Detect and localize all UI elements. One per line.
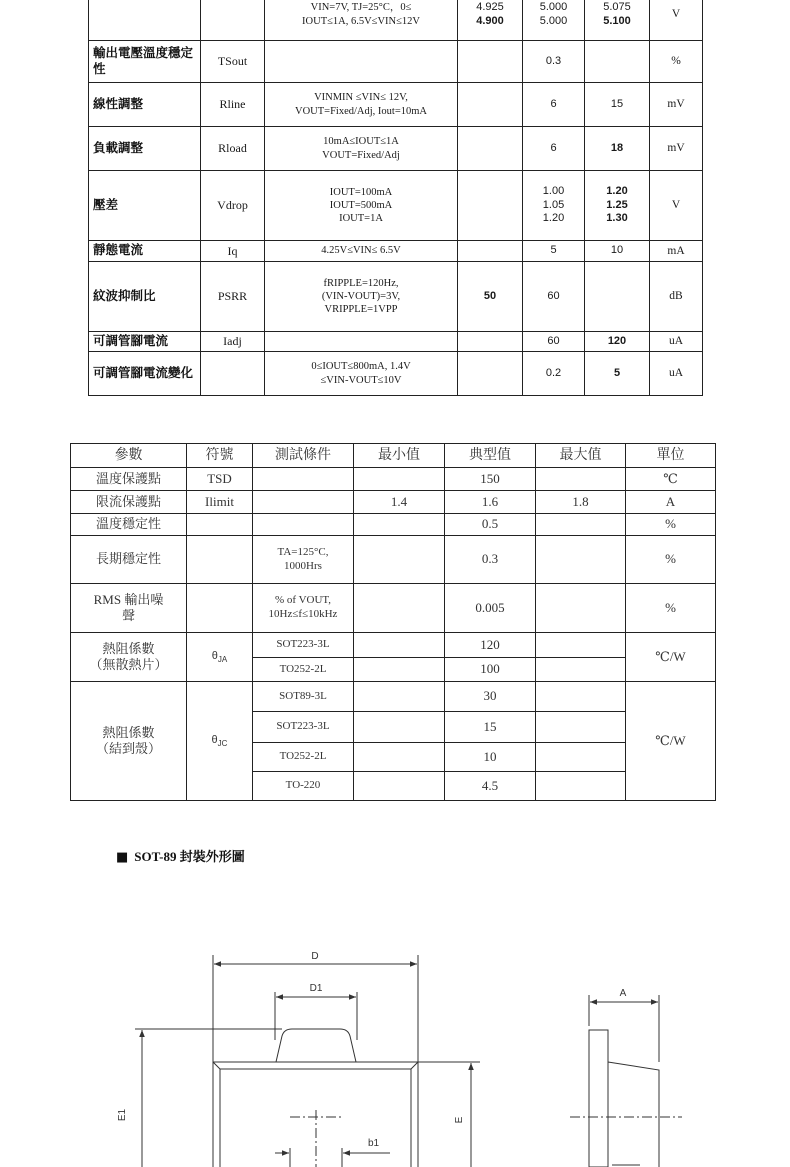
param-cell: 靜態電流 (89, 241, 201, 262)
label-a: A (619, 988, 627, 999)
symbol-cell: Iadj (201, 332, 265, 352)
header-condition: 測試條件 (253, 444, 354, 468)
header-max: 最大值 (536, 444, 626, 468)
table-row (89, 0, 703, 41)
max-cell: 15 (585, 83, 650, 127)
min-cell (458, 332, 523, 352)
param-cell: 輸出電壓溫度穩定性 (89, 41, 201, 83)
symbol-cell (201, 352, 265, 396)
param-cell: 溫度穩定性 (71, 514, 187, 536)
typ-cell: 60 (523, 332, 585, 352)
symbol-cell: $\theta_{JA}$ (187, 633, 253, 682)
label-d: D (311, 951, 319, 962)
package-title-text: SOT-89 封裝外形圖 (134, 849, 245, 864)
typ-cell: 0.3 (523, 41, 585, 83)
body-bevel-left (213, 1062, 220, 1069)
condition-cell: VINMIN ≤VIN≤ 12V, VOUT=Fixed/Adj, Iout=10mA (265, 83, 458, 127)
table-row (89, 83, 703, 127)
table-row (89, 241, 703, 262)
min-cell (458, 352, 523, 396)
condition-cell (265, 41, 458, 83)
min-cell: 50 (458, 262, 523, 332)
typ-cell: 1.6 (445, 491, 536, 514)
symbol-cell: TSD (187, 468, 253, 491)
header-param: 參數 (71, 444, 187, 468)
condition-cell: SOT223-3L (253, 633, 354, 658)
param-cell: 負載調整 (89, 127, 201, 171)
condition-cell: SOT223-3L (253, 712, 354, 743)
header-min: 最小值 (354, 444, 445, 468)
symbol-cell: Rload (201, 127, 265, 171)
side-view (570, 995, 682, 1167)
condition-cell: fRIPPLE=120Hz, (VIN-VOUT)=3V, VRIPPLE=1VPP (265, 262, 458, 332)
typ-cell: 6 (523, 83, 585, 127)
param-cell: 可調管腳電流變化 (89, 352, 201, 396)
table-row (71, 491, 716, 514)
table-row (89, 41, 703, 83)
typ-cell: 120 (445, 633, 536, 658)
label-b1: b1 (368, 1138, 380, 1149)
unit-cell: % (626, 584, 716, 633)
param-cell: 線性調整 (89, 83, 201, 127)
typ-cell: 0.3 (445, 536, 536, 584)
symbol-cell: TSout (201, 41, 265, 83)
unit-cell: ℃/W (626, 633, 716, 682)
condition-cell: TO-220 (253, 772, 354, 801)
table-row (71, 514, 716, 536)
header-typ: 典型值 (445, 444, 536, 468)
max-cell: 10 (585, 241, 650, 262)
side-body-outline (608, 1062, 659, 1167)
typ-cell: 60 (523, 262, 585, 332)
table-row (89, 262, 703, 332)
header-symbol: 符號 (187, 444, 253, 468)
max-cell: 18 (585, 127, 650, 171)
condition-cell: VIN=7V, TJ=25°C，0≤ IOUT≤1A, 6.5V≤VIN≤12V (265, 0, 458, 41)
thermal-spec-table (70, 443, 716, 801)
symbol-cell (201, 0, 265, 41)
typ-cell: 0.2 (523, 352, 585, 396)
unit-cell: % (626, 514, 716, 536)
symbol-cell: Ilimit (187, 491, 253, 514)
max-cell: 1.8 (536, 491, 626, 514)
unit-cell: mV (650, 83, 703, 127)
typ-cell: 30 (445, 682, 536, 712)
unit-cell: A (626, 491, 716, 514)
max-cell: 5.075 5.100 (585, 0, 650, 41)
typ-cell: 1.00 1.05 1.20 (523, 171, 585, 241)
param-cell: 熱阻係數 （結到殼） (71, 682, 187, 801)
max-cell: 5 (585, 352, 650, 396)
typ-cell: 5.000 5.000 (523, 0, 585, 41)
unit-cell: uA (650, 332, 703, 352)
min-cell: 4.925 4.900 (458, 0, 523, 41)
param-cell: 紋波抑制比 (89, 262, 201, 332)
max-cell (585, 262, 650, 332)
unit-cell: ℃ (626, 468, 716, 491)
max-cell: 120 (585, 332, 650, 352)
condition-cell: IOUT=100mA IOUT=500mA IOUT=1A (265, 171, 458, 241)
side-lead-frame (589, 1030, 608, 1167)
min-cell (458, 127, 523, 171)
table-row (71, 468, 716, 491)
unit-cell: V (650, 171, 703, 241)
unit-cell: % (626, 536, 716, 584)
square-bullet-icon: ■ (116, 850, 129, 865)
min-cell (458, 241, 523, 262)
table-row (71, 584, 716, 633)
label-e1: E1 (117, 1108, 128, 1122)
table-row (89, 127, 703, 171)
condition-cell (265, 332, 458, 352)
unit-cell: mV (650, 127, 703, 171)
package-tab (276, 1029, 356, 1062)
condition-cell: 4.25V≤VIN≤ 6.5V (265, 241, 458, 262)
param-cell: 熱阻係數 （無散熱片） (71, 633, 187, 682)
table-row (89, 332, 703, 352)
param-cell: 壓差 (89, 171, 201, 241)
body-bevel-right (411, 1062, 418, 1069)
max-cell: 1.20 1.25 1.30 (585, 171, 650, 241)
condition-cell: TO252-2L (253, 658, 354, 682)
typ-cell: 5 (523, 241, 585, 262)
table-row (89, 171, 703, 241)
typ-cell: 15 (445, 712, 536, 743)
symbol-cell: Rline (201, 83, 265, 127)
typ-cell: 150 (445, 468, 536, 491)
param-cell (89, 0, 201, 41)
table-row (89, 352, 703, 396)
min-cell (458, 41, 523, 83)
label-e: E (454, 1116, 465, 1124)
label-d1: D1 (309, 983, 323, 994)
unit-cell: uA (650, 352, 703, 396)
typ-cell: 0.5 (445, 514, 536, 536)
min-cell (458, 83, 523, 127)
condition-cell: TO252-2L (253, 743, 354, 772)
table-row (71, 633, 716, 658)
condition-cell: TA=125°C, 1000Hrs (253, 536, 354, 584)
typ-cell: 10 (445, 743, 536, 772)
unit-cell: dB (650, 262, 703, 332)
typ-cell: 6 (523, 127, 585, 171)
symbol-cell: Vdrop (201, 171, 265, 241)
condition-cell: % of VOUT, 10Hz≤f≤10kHz (253, 584, 354, 633)
unit-cell: % (650, 41, 703, 83)
min-cell: 1.4 (354, 491, 445, 514)
thermal-header-row (71, 444, 716, 468)
param-cell: 限流保護點 (71, 491, 187, 514)
symbol-cell: PSRR (201, 262, 265, 332)
sot89-outline-drawing (0, 930, 790, 1167)
typ-cell: 100 (445, 658, 536, 682)
table-row (71, 536, 716, 584)
header-unit: 單位 (626, 444, 716, 468)
param-cell: 可調管腳電流 (89, 332, 201, 352)
top-view (135, 955, 480, 1167)
unit-cell: mA (650, 241, 703, 262)
max-cell (585, 41, 650, 83)
symbol-cell: Iq (201, 241, 265, 262)
condition-cell: SOT89-3L (253, 682, 354, 712)
condition-cell: 0≤IOUT≤800mA, 1.4V ≤VIN-VOUT≤10V (265, 352, 458, 396)
package-section-title (116, 846, 245, 865)
unit-cell: ℃/W (626, 682, 716, 801)
dimension-labels (117, 951, 627, 1149)
electrical-spec-table (88, 0, 703, 396)
unit-cell: V (650, 0, 703, 41)
condition-cell: 10mA≤IOUT≤1A VOUT=Fixed/Adj (265, 127, 458, 171)
table-row (71, 682, 716, 712)
typ-cell: 0.005 (445, 584, 536, 633)
param-cell: 長期穩定性 (71, 536, 187, 584)
param-cell: RMS 輸出噪 聲 (71, 584, 187, 633)
min-cell (458, 171, 523, 241)
param-cell: 溫度保護點 (71, 468, 187, 491)
symbol-cell: $\theta_{JC}$ (187, 682, 253, 801)
typ-cell: 4.5 (445, 772, 536, 801)
